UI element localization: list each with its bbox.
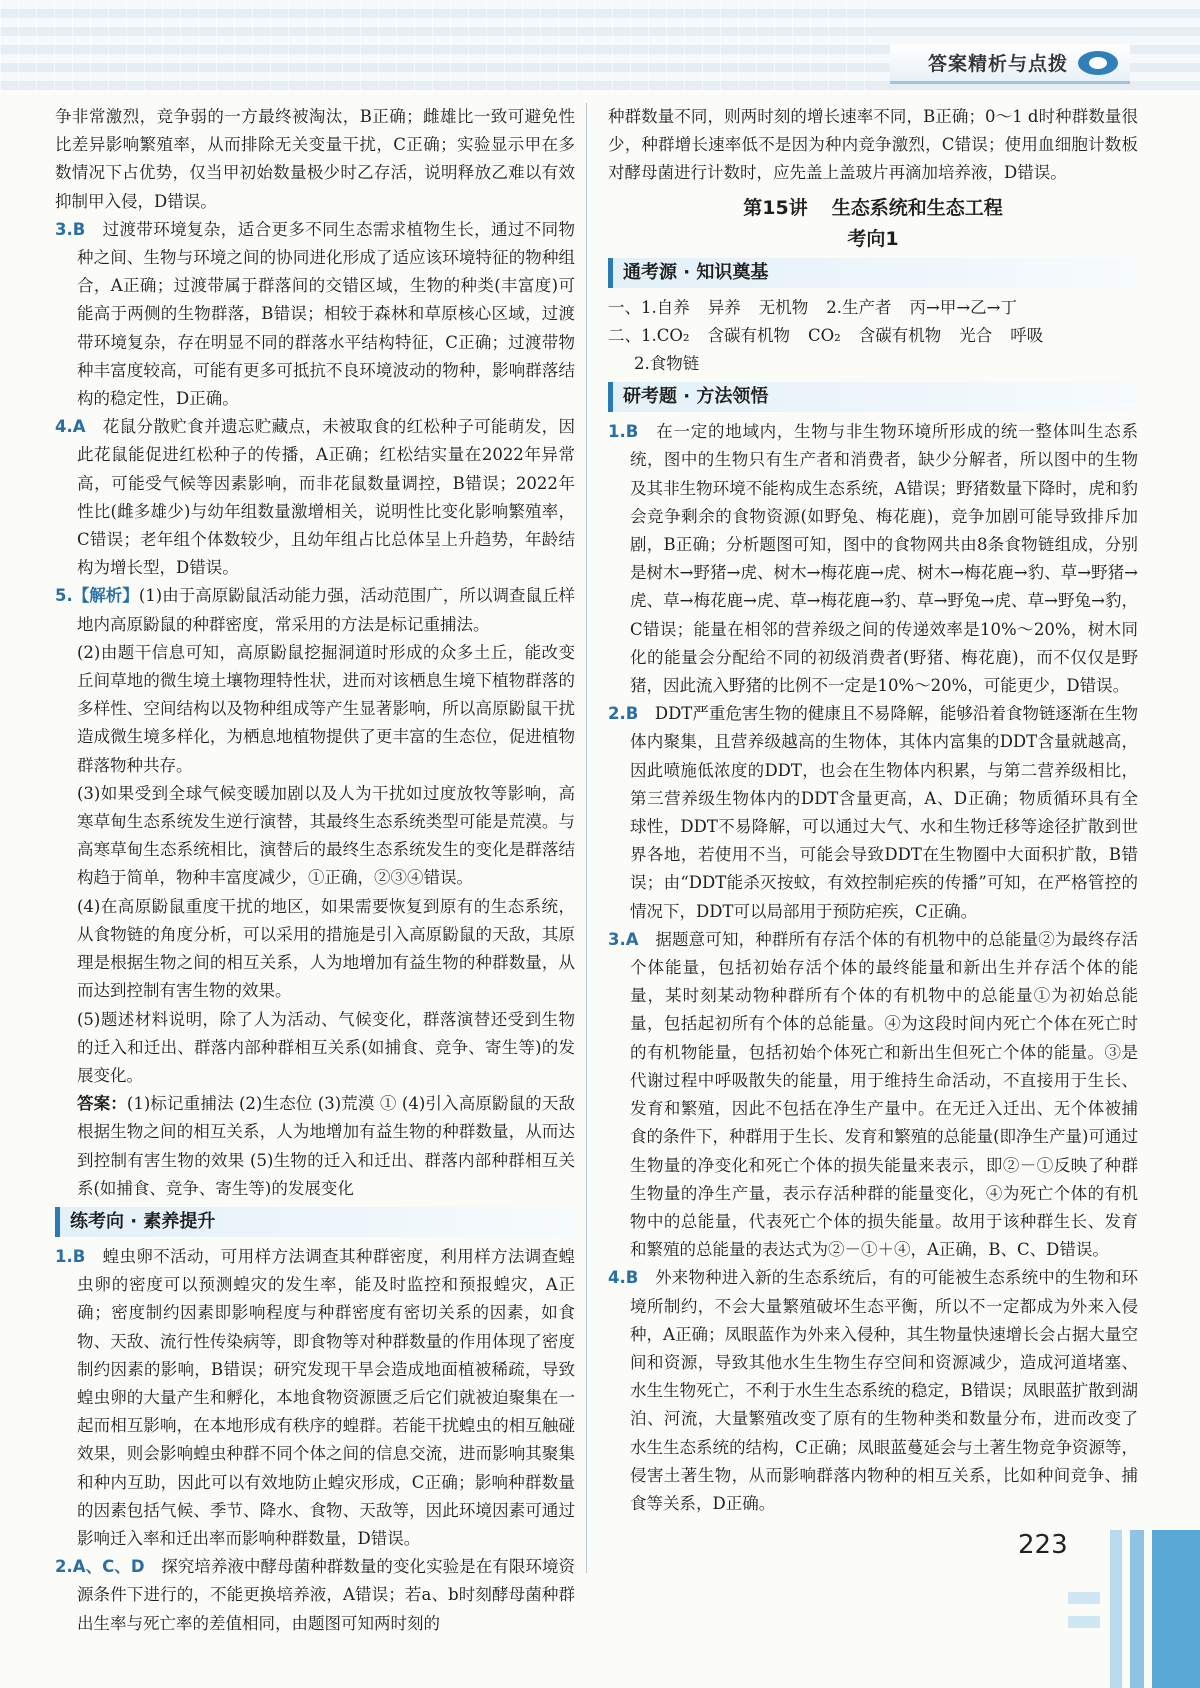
item-number: 5.: [55, 586, 73, 606]
kb-term: CO₂: [808, 325, 841, 345]
kb-term: 异养: [707, 297, 741, 317]
item-number: 1.: [55, 1246, 73, 1266]
kb-term: 无机物: [758, 297, 809, 317]
book-icon: [1078, 51, 1118, 75]
method-item-3: [608, 926, 1138, 1264]
method-item-4: [608, 1264, 1138, 1518]
header-band: [0, 0, 1200, 90]
answer-label: 答案：: [77, 1094, 127, 1114]
item-number: 3.: [55, 219, 73, 239]
item-text: 过渡带环境复杂，适合更多不同生态需求植物生长，通过不同物种之间、生物与环境之间的协同进化形成了适应该环境特征的物种组合，A正确；过渡带属于群落间的交错区域，生物的种类(丰富度)可能高于两侧的生物群落，B错误；相较于森林和草原核心区域，过渡带环境复杂，存在明显不同的群落水平结构特征，C正确；过渡带物种丰富度较高，可能有更多可抵抗不良环境波动的物种，影响群落结构的稳定性，D正确。: [77, 219, 576, 409]
lecture-title: [608, 192, 1138, 224]
item-number: 2.: [55, 1557, 73, 1577]
section-heading-practice: 练考向 · 素养提升: [55, 1207, 575, 1237]
answer-item-5: [55, 582, 575, 638]
item-key: B: [72, 219, 86, 239]
item-text: DDT严重危害生物的健康且不易降解，能够沿着食物链逐渐在生物体内聚集，且营养级越高的生物体，其体内富集的DDT含量就越高，因此喷施低浓度的DDT，也会在生物体内积累，与第二营养级相比，第三营养级生物体内的DDT含量更高，A、D正确；物质循环具有全球性，DDT不易降解，可以通过大气、水和生物迁移等途径扩散到世界各地，若使用不当，可能会导致DDT在生物圈中大面积扩散，B错误；由“DDT能杀灭按蚊，有效控制疟疾的传播”可知，在严格管控的情况下，DDT可以局部用于预防疟疾，C正确。: [630, 704, 1138, 921]
corner-decoration: [1100, 1530, 1200, 1688]
item-text: 在一定的地域内，生物与非生物环境所形成的统一整体叫生态系统，图中的生物只有生产者和消费者，缺少分解者，所以图中的生物及其非生物环境不能构成生态系统，A错误；野猪数量下降时，虎和豹会竞争剩余的食物资源(如野兔、梅花鹿)，竞争加剧可能导致排斥加剧，B正确；分析题图可知，图中的食物网共由8条食物链组成，分别是树木→野猪→虎、树木→梅花鹿→虎、树木→梅花鹿→豹、草→野猪→虎、草→梅花鹿→虎、草→梅花鹿→豹、草→野兔→虎、草→野兔→豹，C错误；能量在相邻的营养级之间的传递效率是10%～20%，树木同化的能量会分配给不同的初级消费者(野猪、梅花鹿)，而不仅仅是野猪，因此流入野猪的比例不一定是10%～20%，可能更少，D错误。: [630, 422, 1139, 696]
item-number: 4.: [608, 1268, 626, 1288]
item-number: 1.: [608, 422, 626, 442]
analysis-para-1: (1)由于高原鼢鼠活动能力强，活动范围广，所以调查鼠丘样地内高原鼢鼠的种群密度，常采用的方法是标记重捕法。: [77, 586, 575, 634]
page-number: 223: [1018, 1530, 1068, 1560]
kb-term: 含碳有机物: [707, 325, 791, 345]
analysis-para-3: (3)如果受到全球气候变暖加剧以及人为干扰如过度放牧等影响，高寒草甸生态系统发生逆行演替，其最终生态系统类型可能是荒漠。与高寒草甸生态系统相比，演替后的最终生态系统发生的变化是群落结构趋于简单，物种丰富度减少，①正确，②③④错误。: [77, 783, 575, 888]
analysis-para-2: (2)由题干信息可知，高原鼢鼠挖掘洞道时形成的众多土丘，能改变丘间草地的微生境土壤物理特性状，进而对该栖息生境下植物群落的多样性、空间结构以及物种组成等产生显著影响，所以高原鼢鼠干扰造成微生境多样化，为栖息地植物提供了更丰富的生态位，促进植物群落物种共存。: [77, 642, 575, 775]
kb-term: 1.CO₂: [641, 325, 690, 345]
kb-term: 含碳有机物: [858, 325, 942, 345]
item-key: A: [72, 417, 86, 437]
item-text: 蝗虫卵不活动，可用样方法调查其种群密度，利用样方法调查蝗虫卵的密度可以预测蝗灾的发生率，能及时监控和预报蝗灾，A正确；密度制约因素即影响程度与种群密度有密切关系的因素，如食物、天敌、流行性传染病等，即食物等对种群数量的作用体现了密度制约因素的影响，B错误；研究发现干旱会造成地面植被稀疏，导致蝗虫卵的大量产生和孵化，本地食物资源匮乏后它们就被迫聚集在一起而相互影响，在本地形成有秩序的蝗群。若能干扰蝗虫的相互触碰效果，则会影响蝗虫种群不同个体之间的信息交流，进而影响其聚集和种内互助，因此可以有效地防止蝗灾形成，C正确；影响种群数量的因素包括气候、季节、降水、食物、天敌等，因此环境因素可通过影响迁入率和迁出率而影响种群数量，D错误。: [77, 1246, 576, 1548]
knowledge-line-2: [608, 322, 1138, 350]
kb-term: 呼吸: [1010, 325, 1044, 345]
knowledge-line-1: [608, 294, 1138, 322]
answer-item-3: [55, 216, 575, 413]
knowledge-line-3: 2.食物链: [634, 354, 700, 374]
answer-block: [55, 1090, 575, 1203]
practice-item-2: [55, 1553, 575, 1638]
lecture-subtitle: 考向1: [847, 227, 899, 250]
right-column: [608, 103, 1138, 1518]
analysis-para-4: (4)在高原鼢鼠重度干扰的地区，如果需要恢复到原有的生态系统，从食物链的角度分析，可以采用的措施是引入高原鼢鼠的天敌，其原理是根据生物之间的相互关系，人为地增加有益生物的种群数量，从而达到控制有害生物的效果。: [77, 896, 575, 1001]
column-divider: [586, 103, 587, 1573]
analysis-para-5: (5)题述材料说明，除了人为活动、气候变化，群落演替还受到生物的迁入和迁出、群落内部种群相互关系(如捕食、竞争、寄生等)的发展变化。: [77, 1009, 575, 1085]
kb-term: 2.生产者: [826, 297, 892, 317]
kb-label: 二、: [608, 325, 641, 345]
analysis-tag: 【解析】: [72, 586, 139, 606]
lecture-name: 生态系统和生态工程: [831, 196, 1003, 219]
item-key: B: [625, 422, 639, 442]
header-title: 答案精析与点拨: [927, 53, 1068, 75]
left-column: [55, 103, 575, 1638]
item-key: B: [625, 704, 639, 724]
kb-term: 光合: [959, 325, 993, 345]
item-key: B: [72, 1246, 86, 1266]
item-key: B: [625, 1268, 639, 1288]
section-heading-knowledge: 通考源 · 知识奠基: [608, 258, 1138, 288]
method-item-2: [608, 700, 1138, 926]
left-intro: 争非常激烈，竞争弱的一方最终被淘汰，B正确；雌雄比一致可避免性比差异影响繁殖率，从而排除无关变量干扰，C正确；实验显示甲在多数情况下占优势，仅当甲初始数量极少时乙存活，说明释放乙难以有效抑制甲入侵，D错误。: [55, 107, 575, 211]
kb-term: 丙→甲→乙→丁: [909, 297, 1017, 317]
item-text: 据题意可知，种群所有存活个体的有机物中的总能量②为最终存活个体能量，包括初始存活个体的最终能量和新出生并存活个体的能量，某时刻某动物种群所有个体的有机物中的总能量①为初始总能量，包括起初所有个体的总能量。④为这段时间内死亡个体在死亡时的有机物能量，包括初始个体死亡和新出生但死亡个体的能量。③是代谢过程中呼吸散失的能量，用于维持生命活动，不直接用于生长、发育和繁殖，因此不包括在净生产量中。在无迁入迁出、无个体被捕食的条件下，种群用于生长、发育和繁殖的总能量(即净生产量)可通过生物量的净变化和死亡个体的损失能量来表示，即②－①反映了种群生物量的净生产量，表示存活种群的能量变化，④为死亡个体的有机物中的总能量，代表死亡个体的损失能量。故用于该种群生长、发育和繁殖的总能量的表达式为②－①＋④，A正确，B、C、D错误。: [630, 929, 1139, 1260]
kb-label: 一、: [608, 297, 641, 317]
answer-item-4: [55, 413, 575, 582]
header-grid-pattern: [0, 0, 880, 90]
practice-item-1: [55, 1243, 575, 1553]
item-text: 外来物种进入新的生态系统后，有的可能被生态系统中的生物和环境所制约，不会大量繁殖破坏生态平衡，所以不一定都成为外来入侵种，A正确；凤眼蓝作为外来入侵种，其生物量快速增长会占据大量空间和资源，导致其他水生生物生存空间和资源减少，造成河道堵塞、水生生物死亡，不利于水生生态系统的稳定，B错误；凤眼蓝扩散到湖泊、河流，大量繁殖改变了原有的生物种类和数量分布，进而改变了水生生态系统的结构，C正确；凤眼蓝蔓延会与土著生物竞争资源等，侵害土著生物，从而影响群落内物种的相互关系，比如种间竞争、捕食等关系，D正确。: [630, 1268, 1139, 1513]
answer-text: (1)标记重捕法 (2)生态位 (3)荒漠 ① (4)引入高原鼢鼠的天敌 根据生物之间的相互关系，人为地增加有益生物的种群数量，从而达到控制有害生物的效果 (5)生物的迁入和迁出、群落内部种群相互关系(如捕食、竞争、寄生等)的发展变化: [77, 1094, 576, 1198]
right-intro: 种群数量不同，则两时刻的增长速率不同，B正确；0～1 d时种群数量很少，种群增长速率低不是因为种内竞争激烈，C错误；使用血细胞计数板对酵母菌进行计数时，应先盖上盖玻片再滴加培养液，D错误。: [608, 107, 1138, 183]
item-text: 花鼠分散贮食并遗忘贮藏点，未被取食的红松种子可能萌发，因此花鼠能促进红松种子的传播，A正确；红松结实量在2022年异常高，可能受气候等因素影响，而非花鼠数量调控，B错误；2022年性比(雌多雄少)与幼年组数量激增相关，说明性比变化影响繁殖率，C错误；老年组个体数较少，且幼年组占比总体呈上升趋势，年龄结构为增长型，D错误。: [77, 417, 576, 578]
item-text: 探究培养液中酵母菌种群数量的变化实验是在有限环境资源条件下进行的，不能更换培养液，A错误；若a、b时刻酵母菌种群出生率与死亡率的差值相同，由题图可知两时刻的: [77, 1557, 576, 1633]
lecture-number: 第15讲: [743, 196, 808, 219]
kb-term: 1.自养: [641, 297, 690, 317]
method-item-1: [608, 418, 1138, 700]
item-number: 4.: [55, 417, 73, 437]
header-tab: [890, 44, 1130, 84]
item-number: 3.: [608, 929, 626, 949]
section-heading-methods: 研考题 · 方法领悟: [608, 382, 1138, 412]
item-number: 2.: [608, 704, 626, 724]
item-key: A、C、D: [72, 1557, 145, 1577]
item-key: A: [625, 929, 639, 949]
corner-decoration-light: [1068, 1580, 1100, 1688]
